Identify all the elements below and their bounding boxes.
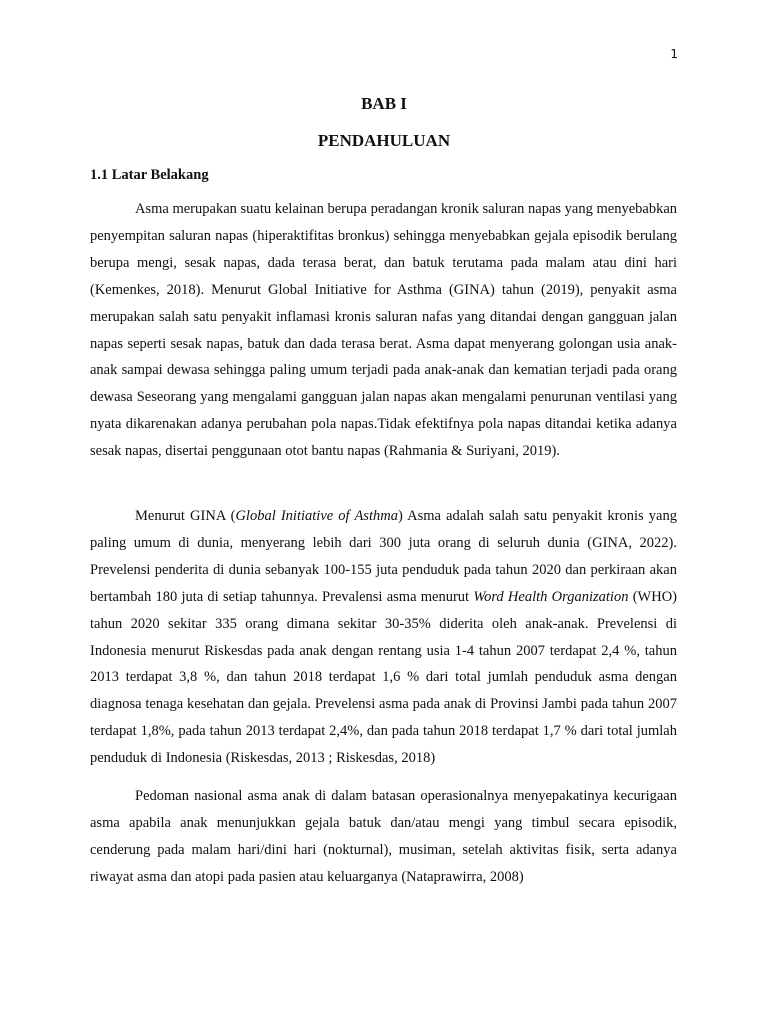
- body-paragraph: [90, 503, 677, 772]
- section-heading: 1.1 Latar Belakang: [90, 167, 209, 183]
- paragraph-text: Asma merupakan suatu kelainan berupa peradangan kronik saluran napas yang menyebabkan penyempitan saluran napas (hiperaktifitas bronkus) sehingga menyebabkan gejala episodik berulang berupa mengi, sesak napas, dada terasa berat, dan batuk terutama pada malam atau dini hari (Kemenkes, 2018). Menurut Global Initiative for Asthma (GINA) tahun (2019), penyakit asma merupakan salah satu penyakit inflamasi kronis saluran nafas yang ditandai dengan gangguan jalan napas seperti sesak napas, batuk dan dada terasa berat. Asma dapat menyerang golongan usia anak-anak sampai dewasa sehingga paling umum terjadi pada anak-anak dan kematian terjadi pada orang dewasa Seseorang yang mengalami gangguan jalan napas akan mengalami penurunan ventilasi yang nyata dikarenakan adanya perubahan pola napas.Tidak efektifnya pola napas ditandai ketika adanya sesak napas, disertai penggunaan otot bantu napas (Rahmania & Suriyani, 2019).: [90, 201, 677, 460]
- chapter-title: PENDAHULUAN: [317, 131, 451, 150]
- italic-term: Word Health Organization: [473, 588, 629, 605]
- paragraph-text: ) Asma adalah salah satu penyakit kronis yang paling umum di dunia, menyerang lebih dari 300 juta orang di seluruh dunia (GINA, 2022). Prevelensi penderita di dunia sebanyak 100-155 juta penduduk pada tahun 2020 dan perkiraan akan bertambah 180 juta di setiap tahunnya. Prevalensi asma menurut: [90, 508, 677, 605]
- paragraph-text: Pedoman nasional asma anak di dalam batasan operasionalnya menyepakatinya kecurigaan asma apabila anak menunjukkan gejala batuk dan/atau mengi yang timbul secara episodik, cenderung pada malam hari/dini hari (nokturnal), musiman, setelah aktivitas fisik, serta adanya riwayat asma dan atopi pada pasien atau keluarganya (Nataprawirra, 2008): [90, 788, 677, 885]
- body-paragraph: [90, 196, 677, 465]
- paragraph-text: Menurut GINA (: [135, 508, 236, 524]
- chapter-number: BAB I: [361, 94, 407, 113]
- italic-term: Global Initiative of Asthma: [235, 508, 398, 524]
- paragraph-text: (WHO) tahun 2020 sekitar 335 orang dimana sekitar 30-35% diderita oleh anak-anak. Prevelensi di Indonesia menurut Riskesdas pada anak dengan rentang usia 1-4 tahun 2007 terdapat 2,4 %, tahun 2013 terdapat 3,8 %, dan tahun 2018 terdapat 1,6 % dari total jumlah penduduk asma dengan diagnosa tenaga kesehatan dan gejala. Prevelensi asma pada anak di Provinsi Jambi pada tahun 2007 terdapat 1,8%, pada tahun 2013 terdapat 2,4%, dan pada tahun 2018 terdapat 1,7 % dari total jumlah penduduk di Indonesia (Riskesdas, 2013 ; Riskesdas, 2018): [90, 588, 677, 767]
- page-number: 1: [670, 47, 678, 61]
- body-paragraph: [90, 783, 677, 891]
